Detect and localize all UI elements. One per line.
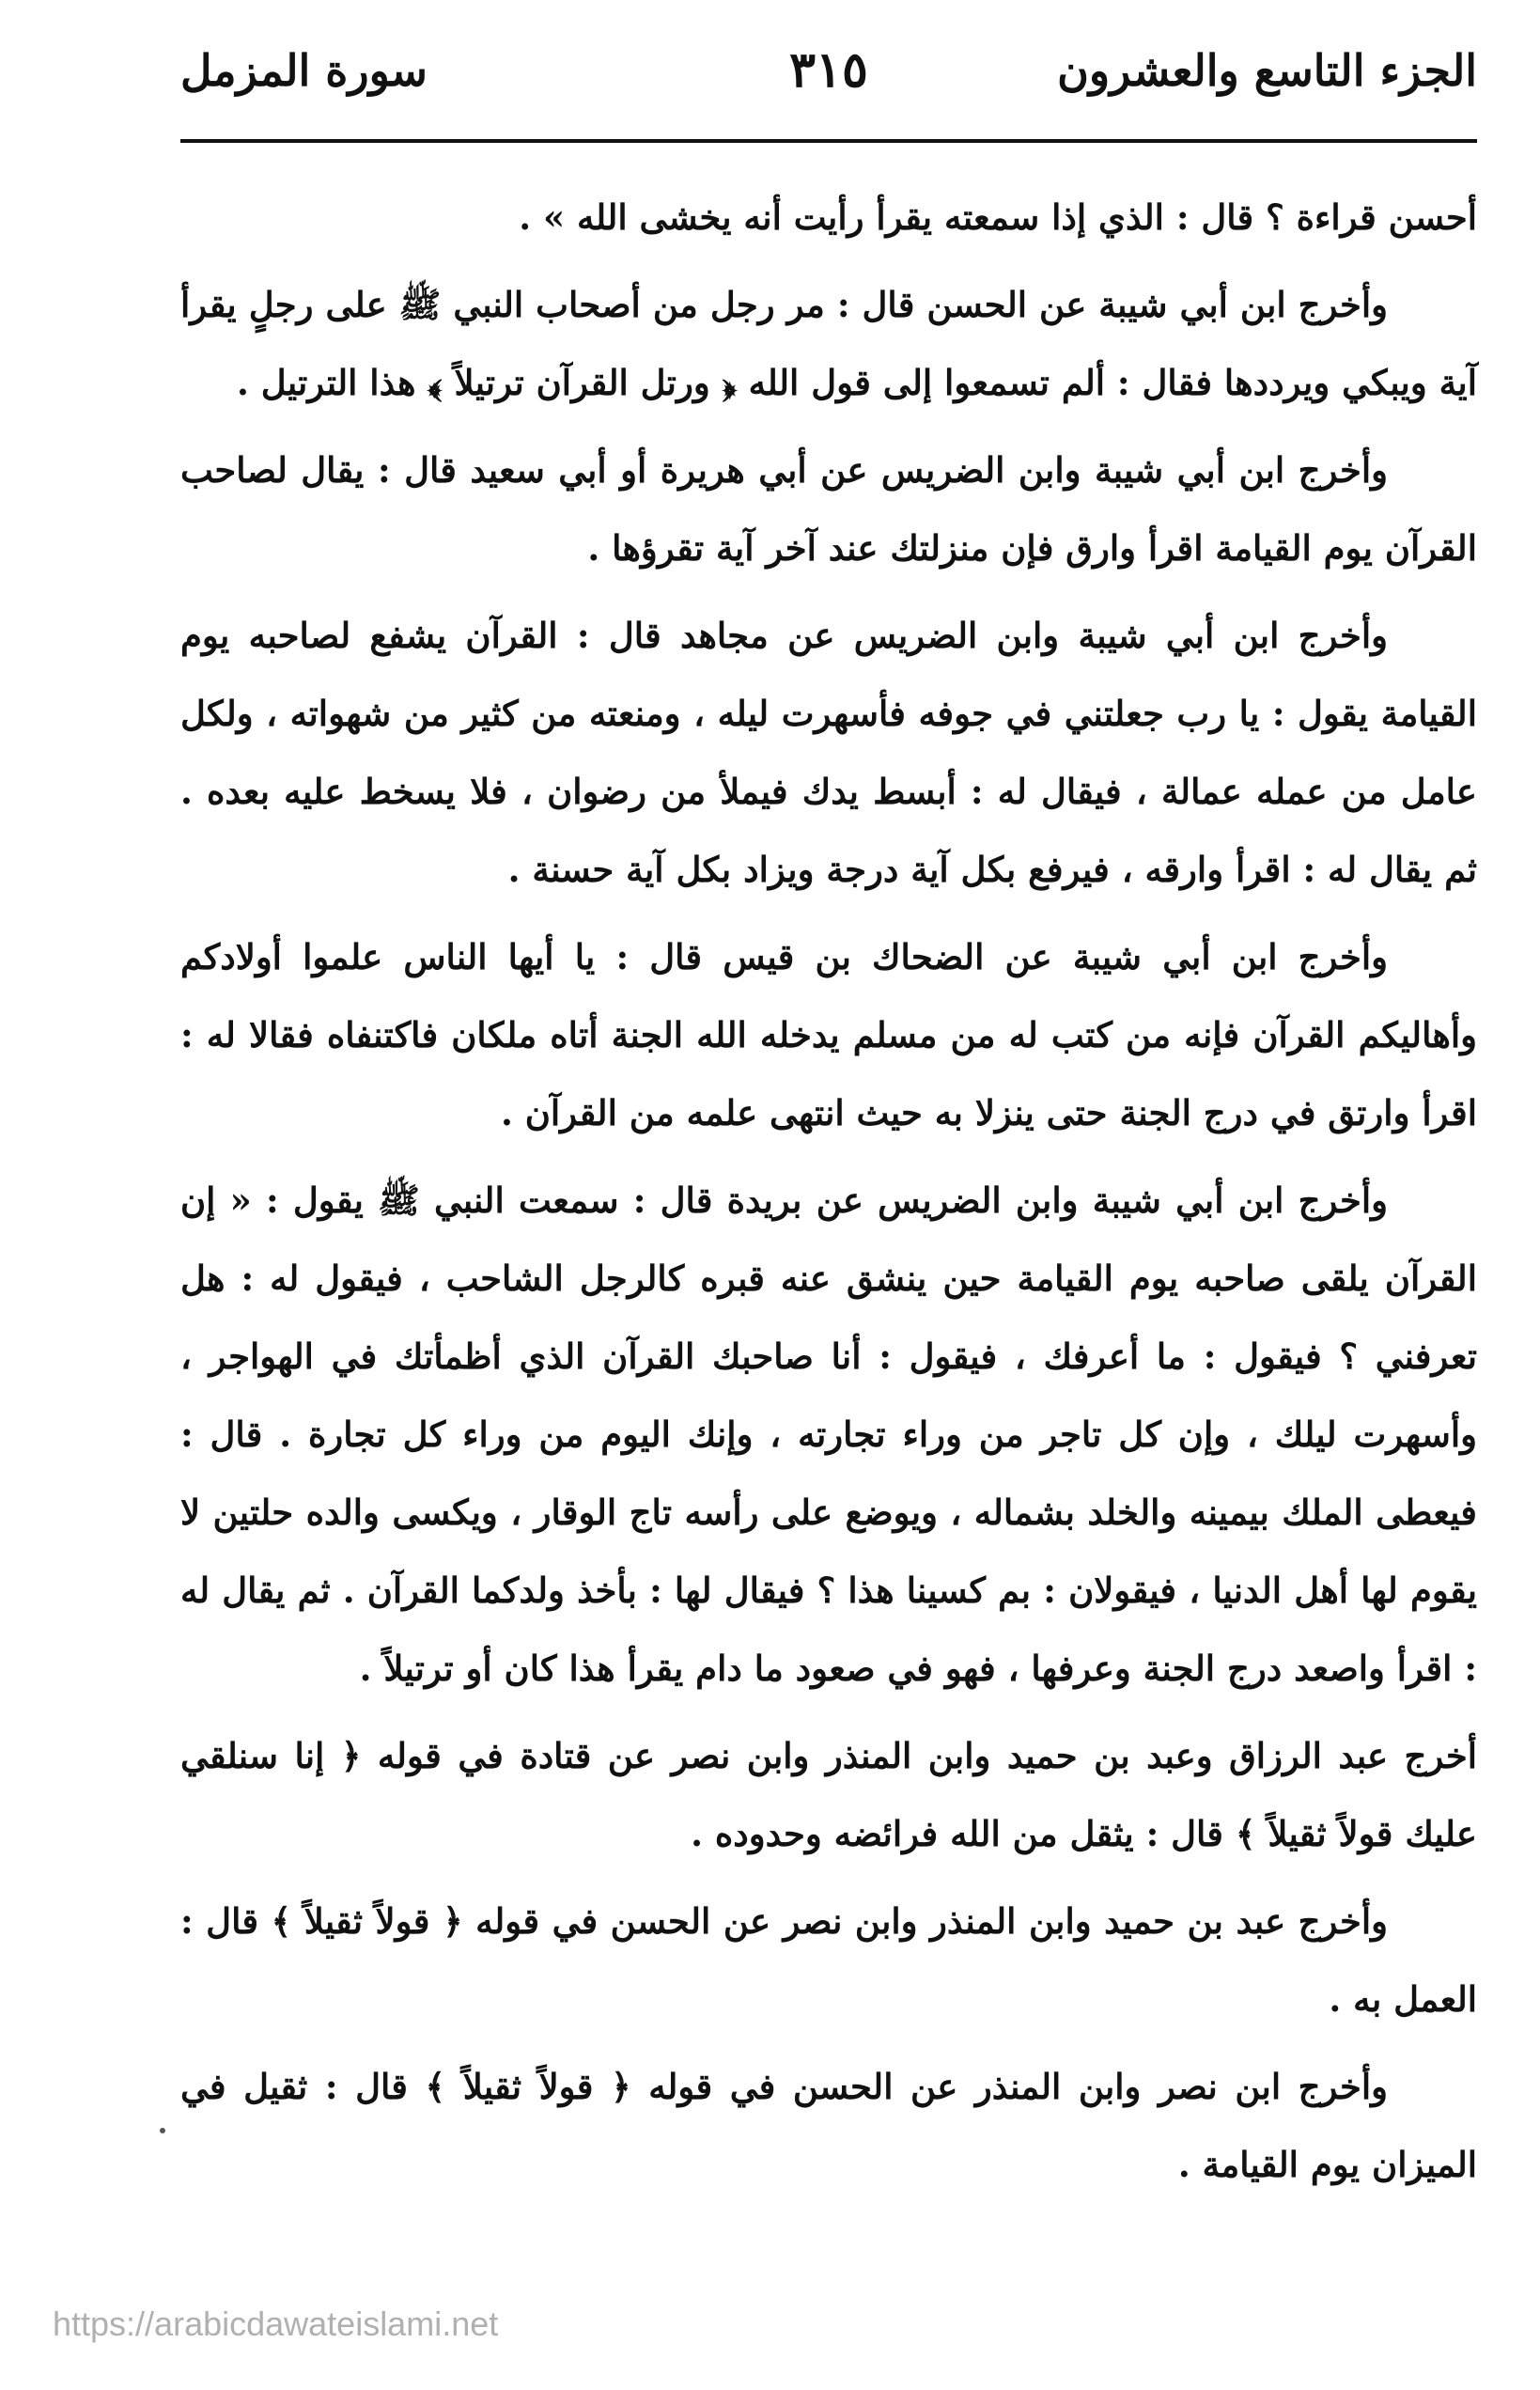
header-divider (180, 139, 1477, 143)
paragraph-8: وأخرج عبد بن حميد وابن المنذر وابن نصر عن الحسن في قوله ﴿ قولاً ثقيلاً ﴾ قال : العمل به . (180, 1900, 1477, 2020)
paragraph-9: وأخرج ابن نصر وابن المنذر عن الحسن في قوله ﴿ قولاً ثقيلاً ﴾ قال : ثقيل في الميزان يوم القيامة . (180, 2066, 1477, 2185)
paragraph-1: أحسن قراءة ؟ قال : الذي إذا سمعته يقرأ رأيت أنه يخشى الله » . (519, 196, 1477, 238)
paragraph-6: وأخرج ابن أبي شيبة وابن الضريس عن بريدة قال : سمعت النبي ﷺ يقول : « إن القرآن يلقى صاحبه يوم القيامة حين ينشق عنه قبره كالرجل الشاحب ، فيقول له : هل تعرفني ؟ فيقول : ما أعرفك ، فيقول : أنا صاحبك القرآن الذي أظمأتك في الهواجر ، وأسهرت ليلك ، وإن كل تاجر من وراء تجارته ، وإنك اليوم من وراء كل تجارة . قال : فيعطى الملك بيمينه والخلد بشماله ، ويوضع على رأسه تاج الوقار ، ويكسى والده حلتين لا يقوم لها أهل الدنيا ، فيقولان : بم كسينا هذا ؟ فيقال لها : بأخذ ولدكما القرآن . ثم يقال له : اقرأ واصعد درج الجنة وعرفها ، فهو في صعود ما دام يقرأ هذا كان أو ترتيلاً . (180, 1179, 1477, 1689)
page-number: ٣١٥ (789, 41, 868, 99)
ink-speck (160, 2128, 165, 2133)
paragraph-7: أخرج عبد الرزاق وعبد بن حميد وابن المنذر وابن نصر عن قتادة في قوله ﴿ إنا سنلقي عليك قولاً ثقيلاً ﴾ قال : يثقل من الله فرائضه وحدوده . (180, 1735, 1477, 1854)
surah-title: سورة المزمل (180, 45, 428, 96)
page-header (180, 38, 1477, 122)
paragraph-2: وأخرج ابن أبي شيبة عن الحسن قال : مر رجل من أصحاب النبي ﷺ على رجلٍ يقرأ آية ويبكي ويرددها فقال : ألم تسمعوا إلى قول الله ﴿ ورتل القرآن ترتيلاً ﴾ هذا الترتيل . (180, 284, 1477, 403)
paragraph-4: وأخرج ابن أبي شيبة وابن الضريس عن مجاهد قال : القرآن يشفع لصاحبه يوم القيامة يقول : يا رب جعلتني في جوفه فأسهرت ليله ، ومنعته من كثير من شهواته ، ولكل عامل من عمله عمالة ، فيقال له : أبسط يدك فيملأ من رضوان ، فلا يسخط عليه بعده . ثم يقال له : اقرأ وارقه ، فيرفع بكل آية درجة ويزاد بكل آية حسنة . (180, 615, 1477, 890)
paragraph-5: وأخرج ابن أبي شيبة عن الضحاك بن قيس قال : يا أيها الناس علموا أولادكم وأهاليكم القرآن فإنه من كتب له من مسلم يدخله الله الجنة أتاه ملكان فاكتنفاه فقالا له : اقرأ وارتق في درج الجنة حتى ينزلا به حيث انتهى علمه من القرآن . (180, 936, 1477, 1133)
paragraph-3: وأخرج ابن أبي شيبة وابن الضريس عن أبي هريرة أو أبي سعيد قال : يقال لصاحب القرآن يوم القيامة اقرأ وارق فإن منزلتك عند آخر آية تقرؤها . (180, 449, 1477, 569)
juz-title: الجزء التاسع والعشرون (1057, 45, 1477, 96)
page-body (180, 179, 1477, 2213)
source-watermark: https://arabicdawateislami.net (53, 2304, 499, 2343)
